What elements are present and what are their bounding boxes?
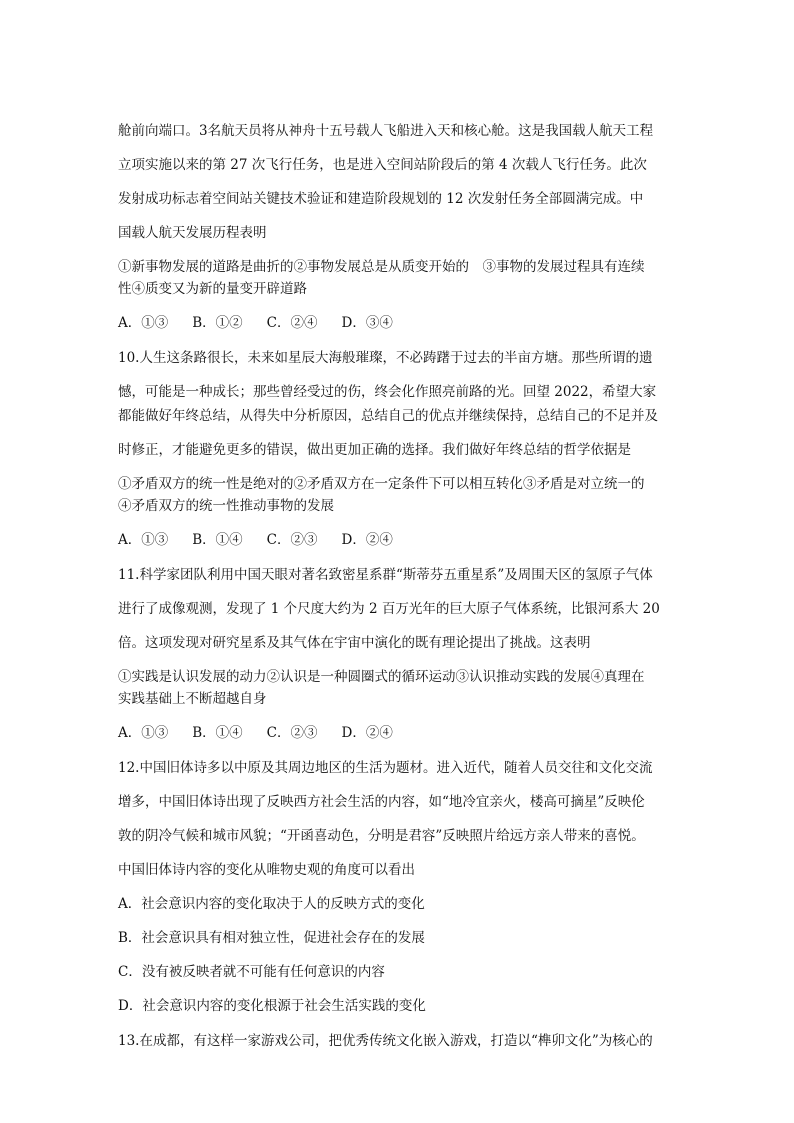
q10-option-d: D．②④ xyxy=(341,532,393,548)
q11-options xyxy=(118,723,393,743)
q12-option-a: A．社会意识内容的变化取决于人的反映方式的变化 xyxy=(118,896,425,912)
q9-options xyxy=(118,313,393,333)
q10-stem-line-3: 都能做好年终总结，从得失中分析原因，总结自己的优点并继续保持，总结自己的不足并及 xyxy=(118,408,658,424)
q10-stem-line-4: 时修正，才能避免更多的错误，做出更加正确的选择。我们做好年终总结的哲学依据是 xyxy=(118,442,631,458)
q11-stem-line-1: 11.科学家团队利用中国天眼对著名致密星系群“斯蒂芬五重星系”及周围天区的氢原子气体 xyxy=(118,567,653,583)
q11-statement-line-2: 实践基础上不断超越自身 xyxy=(118,691,267,707)
q10-statement-line-1: ①矛盾双方的统一性是绝对的②矛盾双方在一定条件下可以相互转化③矛盾是对立统一的 xyxy=(118,476,645,492)
q13-stem-line-1: 13.在成都，有这样一家游戏公司，把优秀传统文化嵌入游戏，打造以“榫卯文化”为核心的 xyxy=(118,1033,653,1049)
q9-statement-line-2: 性④质变又为新的量变开辟道路 xyxy=(118,281,307,297)
q11-option-d: D．②④ xyxy=(341,725,393,741)
q9-stem-line-2: 立项实施以来的第 27 次飞行任务，也是进入空间站阶段后的第 4 次载人飞行任务。此次 xyxy=(118,157,647,173)
q9-option-a: A．①③ xyxy=(118,315,169,331)
q10-options xyxy=(118,530,393,550)
q12-stem-line-4: 中国旧体诗内容的变化从唯物史观的角度可以看出 xyxy=(118,862,415,878)
q10-stem-line-2: 憾，可能是一种成长；那些曾经受过的伤，终会化作照亮前路的光。回望 2022，希望大家 xyxy=(118,384,657,400)
q11-stem-line-2: 进行了成像观测，发现了 1 个尺度大约为 2 百万光年的巨大原子气体系统，比银河系大 20 xyxy=(118,601,660,617)
q9-stem-line-3: 发射成功标志着空间站关键技术验证和建造阶段规划的 12 次发射任务全部圆满完成。中 xyxy=(118,191,644,207)
q10-statement-line-2: ④矛盾双方的统一性推动事物的发展 xyxy=(118,498,334,514)
q12-stem-line-2: 增多，中国旧体诗出现了反映西方社会生活的内容，如“地冷宜亲火，楼高可摘星”反映伦 xyxy=(118,794,645,810)
q9-option-c: C．②④ xyxy=(266,315,318,331)
q12-option-c: C．没有被反映者就不可能有任何意识的内容 xyxy=(118,964,385,980)
q9-statement-line-1: ①新事物发展的道路是曲折的②事物发展总是从质变开始的 ③事物的发展过程具有连续 xyxy=(118,259,645,275)
q11-option-b: B．①④ xyxy=(192,725,243,741)
q12-option-b: B．社会意识具有相对独立性，促进社会存在的发展 xyxy=(118,930,425,946)
q9-option-d: D．③④ xyxy=(341,315,393,331)
q10-option-b: B．①④ xyxy=(192,532,243,548)
q12-stem-line-1: 12.中国旧体诗多以中原及其周边地区的生活为题材。进入近代，随着人员交往和文化交流 xyxy=(118,760,653,776)
q12-stem-line-3: 敦的阴冷气候和城市风貌；“开函喜动色，分明是君容”反映照片给远方亲人带来的喜悦。 xyxy=(118,828,645,844)
q11-statement-line-1: ①实践是认识发展的动力②认识是一种圆圈式的循环运动③认识推动实践的发展④真理在 xyxy=(118,669,645,685)
q9-stem-line-1: 舱前向端口。3名航天员将从神舟十五号载人飞船进入天和核心舱。这是我国载人航天工程 xyxy=(118,123,654,139)
q9-option-b: B．①② xyxy=(192,315,243,331)
q10-option-a: A．①③ xyxy=(118,532,169,548)
q11-option-c: C．②③ xyxy=(266,725,318,741)
q11-option-a: A．①③ xyxy=(118,725,169,741)
q12-option-d: D．社会意识内容的变化根源于社会生活实践的变化 xyxy=(118,998,426,1014)
q10-option-c: C．②③ xyxy=(266,532,318,548)
q9-stem-line-4: 国载人航天发展历程表明 xyxy=(118,225,267,241)
q10-stem-line-1: 10.人生这条路很长，未来如星辰大海般璀璨，不必踌躇于过去的半亩方塘。那些所谓的遗 xyxy=(118,350,653,366)
q11-stem-line-3: 倍。这项发现对研究星系及其气体在宇宙中演化的既有理论提出了挑战。这表明 xyxy=(118,635,591,651)
